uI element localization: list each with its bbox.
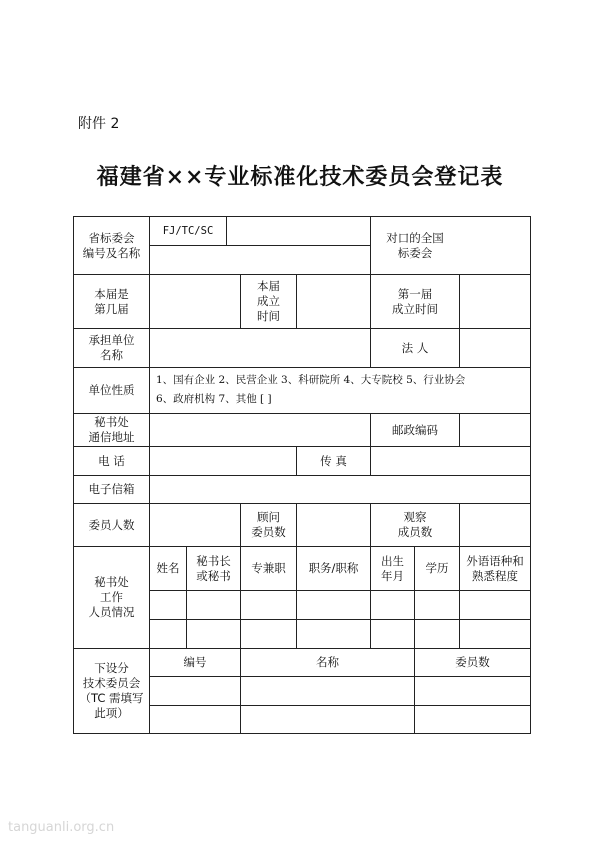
postal-code-field[interactable]	[460, 414, 530, 446]
staff-header-fulltime: 专兼职	[251, 561, 286, 575]
staff-header-education: 学历	[425, 561, 449, 575]
host-unit-label: 承担单位 名称	[88, 333, 135, 362]
national-counterpart-label: 对口的全国 标委会	[386, 230, 444, 260]
session-founded-label: 本届 成立 时间	[257, 279, 280, 323]
host-unit-field[interactable]	[150, 329, 370, 367]
attachment-label: 附件 2	[78, 116, 120, 132]
unit-nature-label: 单位性质	[88, 383, 135, 397]
secretariat-address-label: 秘书处 通信地址	[88, 415, 135, 444]
email-field[interactable]	[150, 476, 530, 503]
subcommittee-header-code: 编号	[183, 655, 207, 669]
staff-header-role: 秘书长 或秘书	[196, 553, 231, 583]
legal-person-field[interactable]	[460, 329, 530, 367]
subcommittee-row[interactable]	[150, 677, 530, 705]
staff-header-birth: 出生 年月	[381, 553, 404, 583]
legal-person-label: 法 人	[401, 340, 429, 355]
fax-field[interactable]	[371, 447, 530, 475]
phone-label: 电 话	[98, 453, 125, 468]
session-number-label: 本届是 第几届	[94, 286, 129, 316]
postal-code-label: 邮政编码	[392, 422, 438, 437]
unit-nature-options-line1: 1、国有企业 2、民营企业 3、科研院所 4、大专院校 5、行业协会	[156, 374, 466, 386]
staff-header-language: 外语语种和 熟悉程度	[466, 553, 524, 583]
committee-code-field[interactable]	[227, 217, 370, 245]
fax-label: 传 真	[320, 453, 347, 468]
staff-header-name: 姓名	[156, 561, 180, 575]
unit-nature-options-line2: 6、政府机构 7、其他 [ ]	[156, 393, 272, 405]
observer-count-label: 观察 成员数	[397, 510, 433, 539]
committee-code-label: 省标委会 编号及名称	[82, 230, 141, 260]
secretariat-staff-label: 秘书处 工作 人员情况	[88, 575, 135, 619]
watermark: tanguanli.org.cn	[8, 820, 115, 835]
subcommittee-label: 下设分 技术委员会 （TC 需填写 此项）	[79, 661, 144, 720]
subcommittee-header-name: 名称	[316, 655, 339, 669]
staff-row[interactable]	[150, 591, 530, 619]
subcommittee-row[interactable]	[150, 706, 530, 733]
phone-field[interactable]	[150, 447, 296, 475]
subcommittee-header-members: 委员数	[455, 655, 490, 669]
session-number-field[interactable]	[150, 275, 240, 328]
committee-name-field[interactable]	[150, 246, 370, 274]
national-counterpart-field[interactable]	[460, 217, 530, 274]
first-session-founded-label: 第一届 成立时间	[392, 286, 438, 316]
secretariat-address-field[interactable]	[150, 414, 370, 446]
form-title: 福建省××专业标准化技术委员会登记表	[96, 164, 504, 190]
member-count-label: 委员人数	[88, 517, 135, 532]
advisor-count-label: 顾问 委员数	[251, 510, 286, 539]
advisor-count-field[interactable]	[297, 504, 370, 546]
staff-header-title: 职务/职称	[308, 561, 359, 575]
first-session-founded-field[interactable]	[460, 275, 530, 328]
session-founded-field[interactable]	[297, 275, 370, 328]
observer-count-field[interactable]	[460, 504, 530, 546]
staff-row[interactable]	[150, 620, 530, 648]
member-count-field[interactable]	[150, 504, 240, 546]
committee-code-prefix: FJ/TC/SC	[162, 224, 214, 237]
email-label: 电子信箱	[88, 482, 135, 496]
